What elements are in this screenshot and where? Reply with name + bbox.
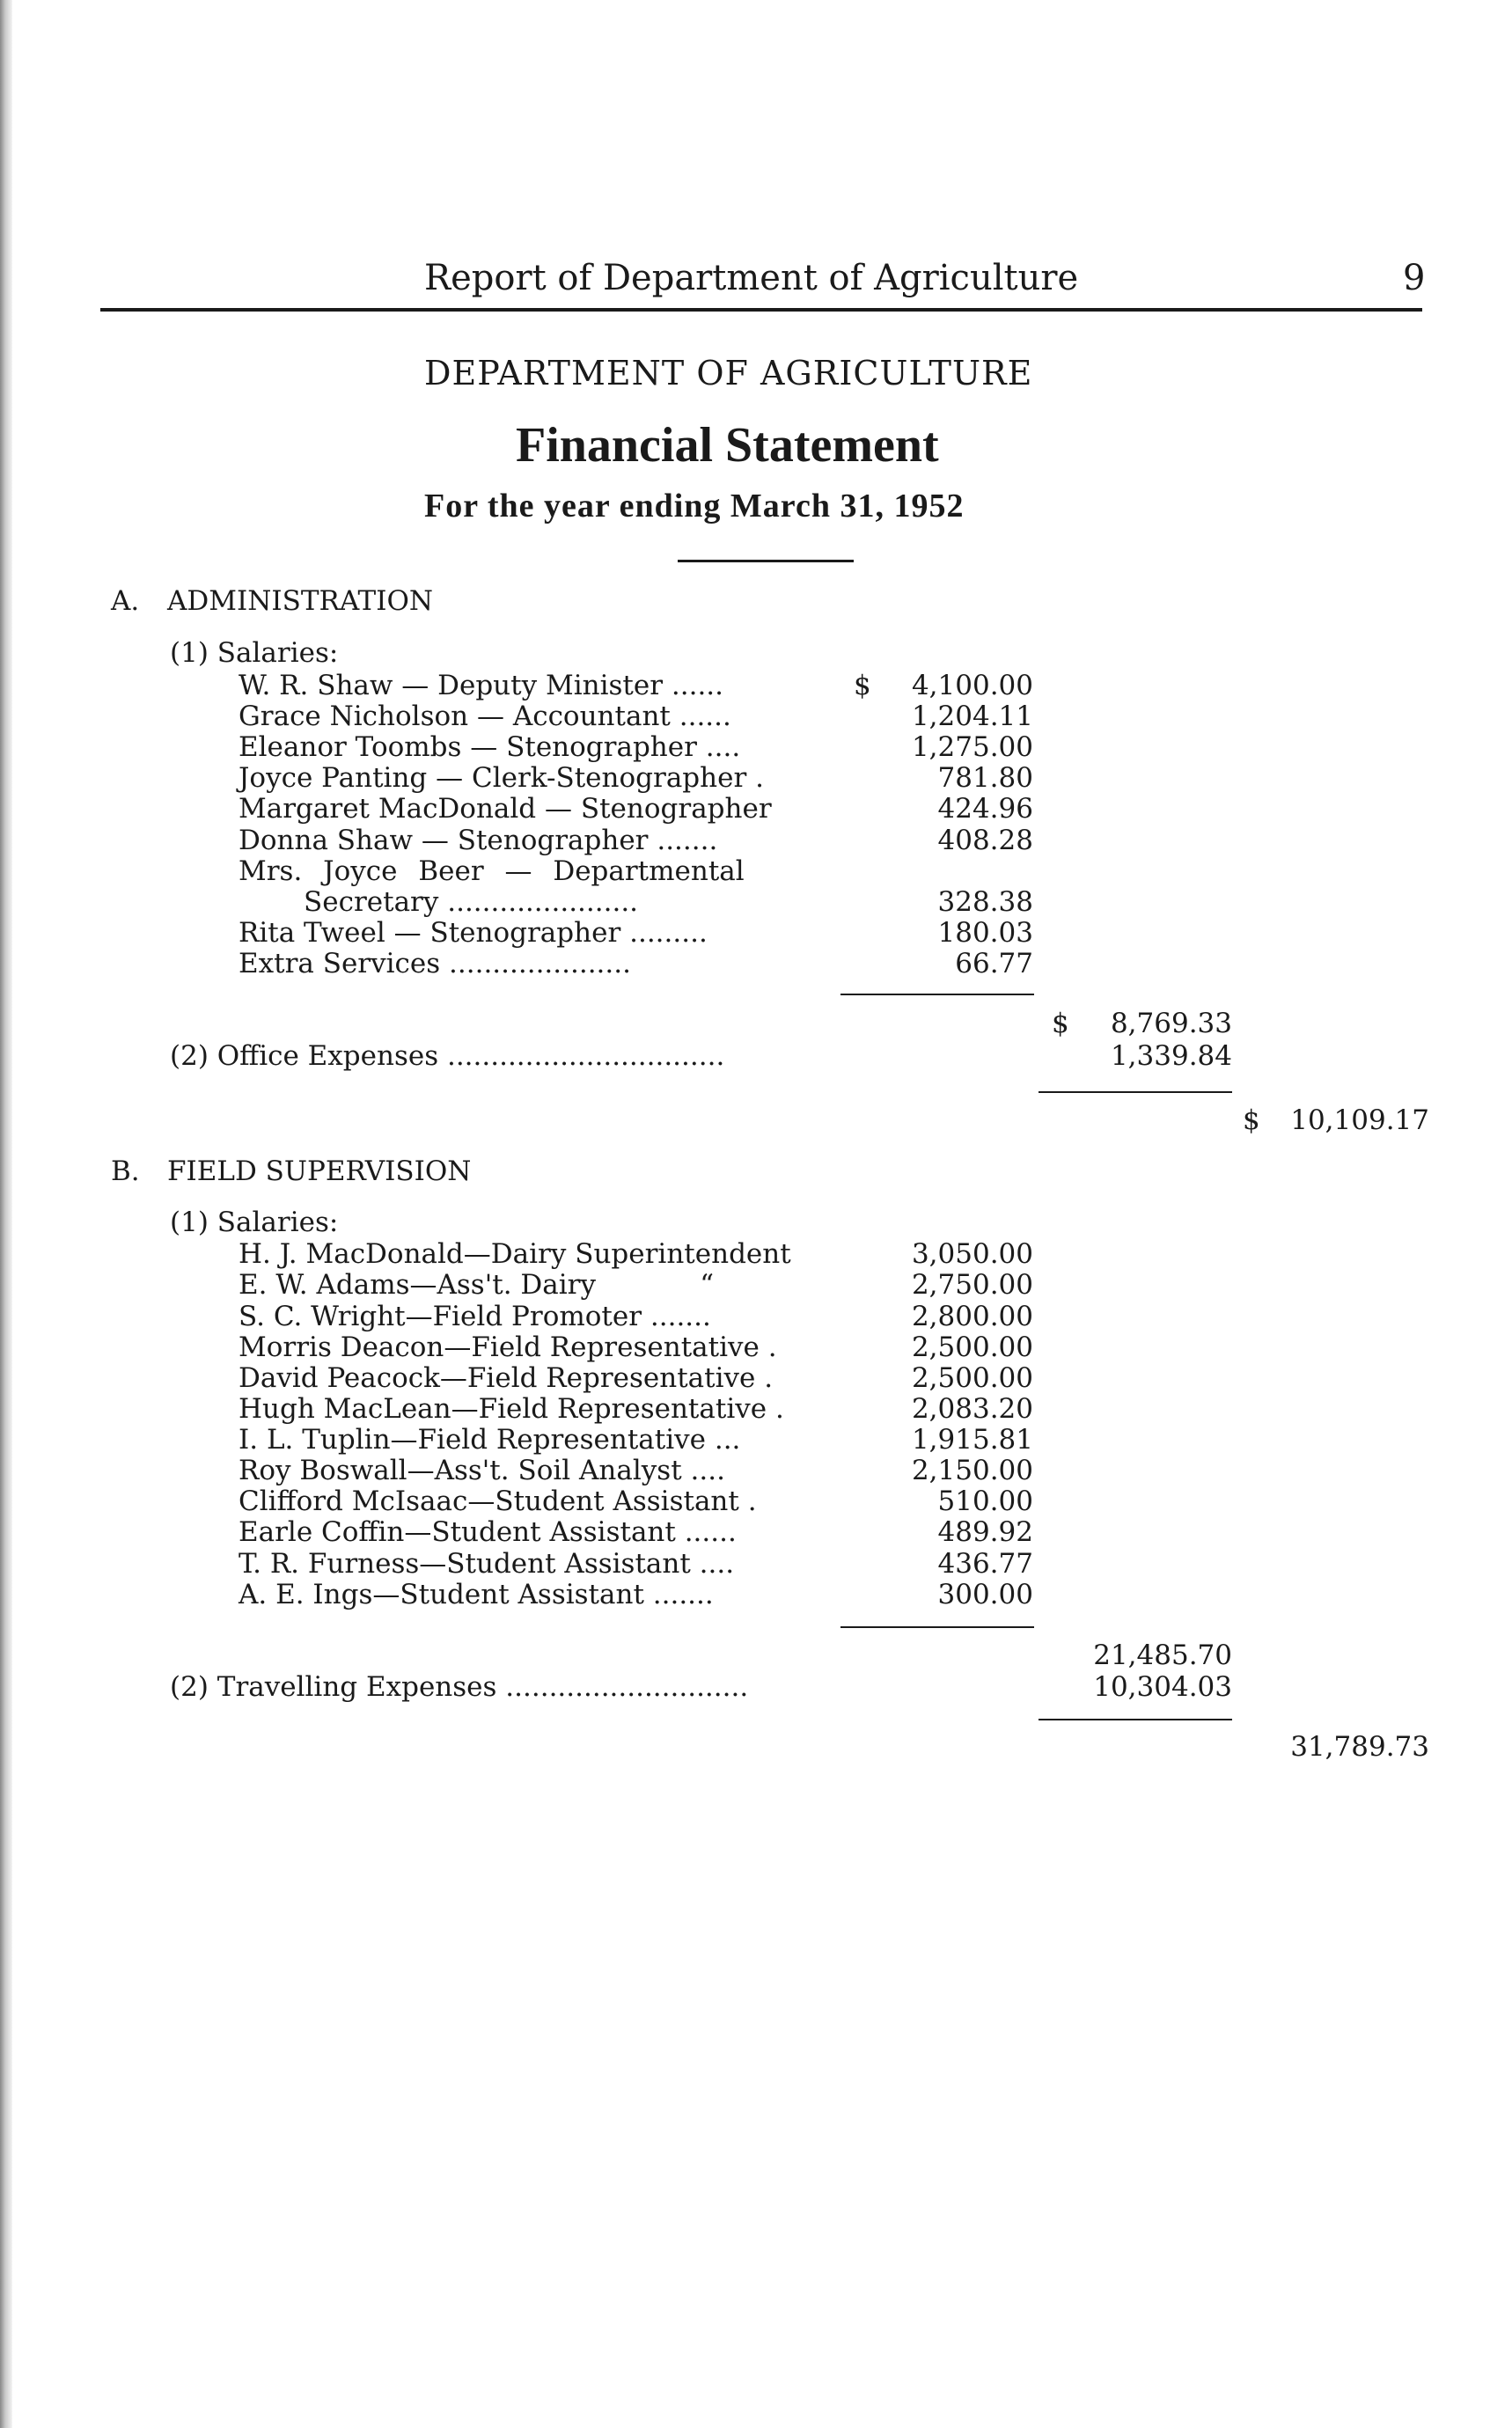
section-a-salaries-total: 8,769.33	[1110, 1008, 1232, 1039]
section-a-salaries-rule	[840, 994, 1034, 995]
department-heading: DEPARTMENT OF AGRICULTURE	[424, 354, 1033, 392]
salary-line: Hugh MacLean—Field Representative .	[239, 1393, 784, 1425]
salary-line: A. E. Ings—Student Assistant .......	[239, 1579, 714, 1610]
salary-line: E. W. Adams—Ass't. Dairy “	[239, 1269, 715, 1301]
heading-rule	[678, 560, 854, 562]
salary-line: Grace Nicholson — Accountant ......	[239, 701, 731, 732]
salary-amount: 328.38	[937, 886, 1033, 918]
section-b-salaries-total: 21,485.70	[1093, 1639, 1232, 1671]
salary-line: Morris Deacon—Field Representative .	[239, 1331, 777, 1363]
salary-line: Secretary ......................	[304, 886, 639, 918]
salary-amount: 1,204.11	[911, 701, 1033, 732]
section-b-salaries-label: (1) Salaries:	[170, 1207, 339, 1238]
scan-edge-shadow	[0, 0, 12, 2428]
salary-amount: 510.00	[937, 1485, 1033, 1517]
salary-amount: 424.96	[937, 793, 1033, 825]
salary-amount: 3,050.00	[911, 1238, 1033, 1270]
salary-amount: 180.03	[937, 917, 1033, 949]
salary-line: Extra Services .....................	[239, 948, 631, 979]
salary-line: Earle Coffin—Student Assistant ......	[239, 1516, 737, 1548]
salary-amount: 2,750.00	[911, 1269, 1033, 1301]
section-a-salaries-label: (1) Salaries:	[170, 637, 339, 669]
section-a-expenses-amount: 1,339.84	[1110, 1040, 1232, 1072]
salary-line: Mrs. Joyce Beer — Departmental	[239, 855, 745, 887]
section-b-expenses-label: (2) Travelling Expenses ............................	[170, 1671, 749, 1703]
section-b-expenses-amount: 10,304.03	[1093, 1671, 1232, 1703]
salary-line: H. J. MacDonald—Dairy Superintendent	[239, 1238, 791, 1270]
salary-line: Margaret MacDonald — Stenographer	[239, 793, 772, 825]
salary-amount: 2,500.00	[911, 1331, 1033, 1363]
salary-line: David Peacock—Field Representative .	[239, 1362, 774, 1394]
page-number: 9	[1403, 258, 1426, 298]
salary-amount: 4,100.00	[911, 670, 1033, 701]
section-a-title: ADMINISTRATION	[167, 585, 434, 617]
section-b-title: FIELD SUPERVISION	[167, 1155, 472, 1187]
salary-amount: 66.77	[955, 948, 1033, 979]
section-a-total-dollar: $	[1243, 1104, 1260, 1136]
statement-title: Financial Statement	[516, 418, 939, 473]
section-b-salaries-rule	[840, 1626, 1034, 1628]
section-b-total-rule	[1039, 1719, 1232, 1720]
salary-amount: 2,500.00	[911, 1362, 1033, 1394]
salary-line: S. C. Wright—Field Promoter .......	[239, 1301, 711, 1332]
salary-line: I. L. Tuplin—Field Representative ...	[239, 1424, 741, 1456]
salary-line: Clifford McIsaac—Student Assistant .	[239, 1485, 757, 1517]
section-a-expenses-label: (2) Office Expenses ................................	[170, 1040, 725, 1072]
salary-line: W. R. Shaw — Deputy Minister ......	[239, 670, 724, 701]
salary-amount: 781.80	[937, 762, 1033, 794]
salary-amount: 2,800.00	[911, 1301, 1033, 1332]
salary-amount: 436.77	[937, 1548, 1033, 1580]
salary-amount: 1,915.81	[911, 1424, 1033, 1456]
salary-amount: 408.28	[937, 825, 1033, 856]
section-a-letter: A.	[111, 585, 140, 617]
salary-line: Eleanor Toombs — Stenographer ....	[239, 731, 741, 763]
salary-amount: 2,083.20	[911, 1393, 1033, 1425]
running-head-rule	[100, 308, 1422, 312]
salary-line: Donna Shaw — Stenographer .......	[239, 825, 718, 856]
section-b-total: 31,789.73	[1290, 1731, 1429, 1763]
salary-line: T. R. Furness—Student Assistant ....	[239, 1548, 735, 1580]
salary-line: Joyce Panting — Clerk-Stenographer .	[239, 762, 764, 794]
section-a-total: 10,109.17	[1290, 1104, 1429, 1136]
statement-period: For the year ending March 31, 1952	[424, 488, 965, 524]
running-head-title: Report of Department of Agriculture	[424, 258, 1079, 298]
salary-line: Roy Boswall—Ass't. Soil Analyst ....	[239, 1455, 725, 1486]
section-a-salaries-dollar: $	[1052, 1008, 1069, 1039]
salary-line: Rita Tweel — Stenographer .........	[239, 917, 708, 949]
salary-amount: 1,275.00	[911, 731, 1033, 763]
salary-amount: 489.92	[937, 1516, 1033, 1548]
section-a-total-rule	[1039, 1091, 1232, 1093]
salary-amount: 300.00	[937, 1579, 1033, 1610]
salary-amount: 2,150.00	[911, 1455, 1033, 1486]
section-b-letter: B.	[111, 1155, 140, 1187]
dollar-sign: $	[854, 670, 871, 701]
